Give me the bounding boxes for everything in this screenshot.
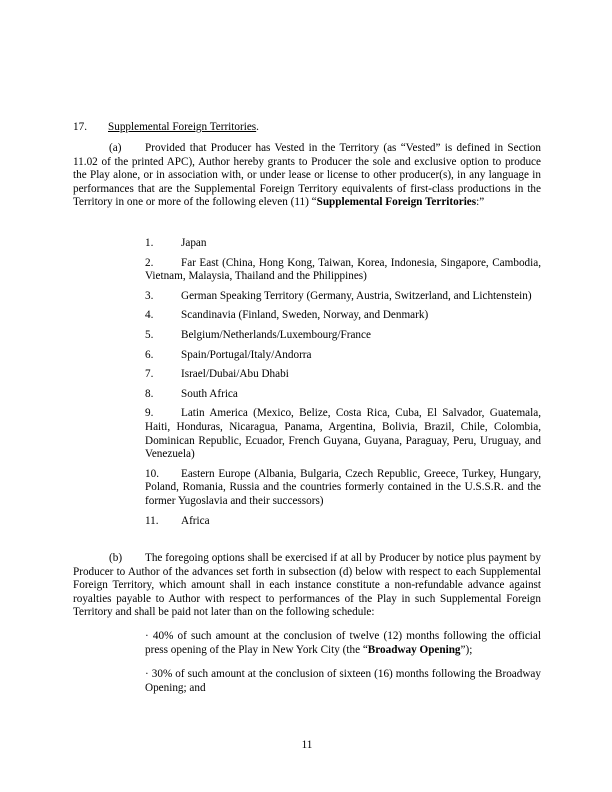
list-item xyxy=(145,407,541,461)
paragraph-a xyxy=(73,142,541,210)
list-item xyxy=(145,515,541,529)
list-item-text: Scandinavia (Finland, Sweden, Norway, and Denmark) xyxy=(181,309,429,322)
list-item-text: Africa xyxy=(181,514,210,527)
payment-schedule xyxy=(145,630,541,706)
list-item-number: 8. xyxy=(145,387,154,400)
list-item xyxy=(145,257,541,284)
list-item-number: 1. xyxy=(145,237,154,249)
page-number: 11 xyxy=(301,739,313,751)
list-item-text: Eastern Europe (Albania, Bulgaria, Czech Republic, Greece, Turkey, Hungary, Poland, Romania, Russia and the countries formerly contained in the U.S.S.R. and the former Yugoslavia and their successors) xyxy=(145,467,541,507)
paragraph-a-end: :” xyxy=(476,196,485,209)
paragraph-b-text: The foregoing options shall be exercised if at all by Producer by notice plus payment by Producer to Author of the advances set forth in subsection (d) below with respect to each Supplemental Foreign Territory, which amount shall in each instance constitute a non-refundable advance against royalties payable to Author with respect to performances of the Play in such Supplemental Foreign Territory and shall be paid not later than on the following schedule: xyxy=(73,552,541,619)
list-item-text: Japan xyxy=(181,237,207,249)
list-item-number: 6. xyxy=(145,348,154,361)
list-item xyxy=(145,368,541,382)
list-item-text: South Africa xyxy=(181,387,238,400)
list-item xyxy=(145,468,541,509)
list-item xyxy=(145,349,541,363)
paragraph-b-label: (b) xyxy=(109,552,123,564)
list-item xyxy=(145,388,541,402)
list-item-number: 4. xyxy=(145,309,154,322)
schedule-item-text: · 30% of such amount at the conclusion of sixteen (16) months following the Broadway Opening; and xyxy=(145,668,541,694)
list-item-number: 2. xyxy=(145,256,154,269)
territory-list xyxy=(145,237,541,534)
section-title-period: . xyxy=(256,121,259,133)
schedule-item xyxy=(145,668,541,695)
list-item-text: German Speaking Territory (Germany, Austria, Switzerland, and Lichtenstein) xyxy=(181,289,532,302)
list-item-text: Spain/Portugal/Italy/Andorra xyxy=(181,348,312,361)
list-item-number: 11. xyxy=(145,514,159,527)
list-item-text: Belgium/Netherlands/Luxembourg/France xyxy=(181,328,371,341)
section-title: Supplemental Foreign Territories xyxy=(108,121,257,133)
schedule-item-text: · 40% of such amount at the conclusion of twelve (12) months following the official press opening of the Play in New York City (the “ xyxy=(145,630,541,656)
list-item xyxy=(145,237,541,251)
list-item-text: Far East (China, Hong Kong, Taiwan, Korea, Indonesia, Singapore, Cambodia, Vietnam, Malaysia, Thailand and the Philippines) xyxy=(145,256,541,283)
schedule-item-end: ”); xyxy=(460,643,473,656)
list-item-text: Latin America (Mexico, Belize, Costa Rica, Cuba, El Salvador, Guatemala, Haiti, Honduras, Nicaragua, Panama, Argentina, Bolivia, Brazil, Chile, Colombia, Dominican Republic, Ecuador, French Guyana, Guyana, Paraguay, Peru, Uruguay, and Venezuela) xyxy=(145,407,541,461)
schedule-item xyxy=(145,630,541,657)
list-item-number: 10. xyxy=(145,467,159,480)
list-item-number: 9. xyxy=(145,407,154,420)
section-number: 17. xyxy=(73,121,87,133)
schedule-item-term: Broadway Opening xyxy=(367,643,461,656)
list-item xyxy=(145,290,541,304)
list-item-number: 3. xyxy=(145,289,154,302)
paragraph-b xyxy=(73,552,541,620)
list-item xyxy=(145,329,541,343)
list-item-number: 7. xyxy=(145,368,154,381)
list-item-text: Israel/Dubai/Abu Dhabi xyxy=(181,368,289,381)
list-item xyxy=(145,309,541,323)
section-heading xyxy=(73,121,541,135)
paragraph-a-label: (a) xyxy=(109,142,122,154)
paragraph-a-text: Provided that Producer has Vested in the Territory (as “Vested” is defined in Section 11.02 of the printed APC), Author hereby grants to Producer the sole and exclusive option to produce the Play alone, or in association with, or under lease or license to other producer(s), in any language in performances that are the Supplemental Foreign Territory equivalents of first-class productions in the Territory in one or more of the following eleven (11) “ xyxy=(73,142,541,209)
list-item-number: 5. xyxy=(145,328,154,341)
defined-term: Supplemental Foreign Territories xyxy=(316,196,477,209)
